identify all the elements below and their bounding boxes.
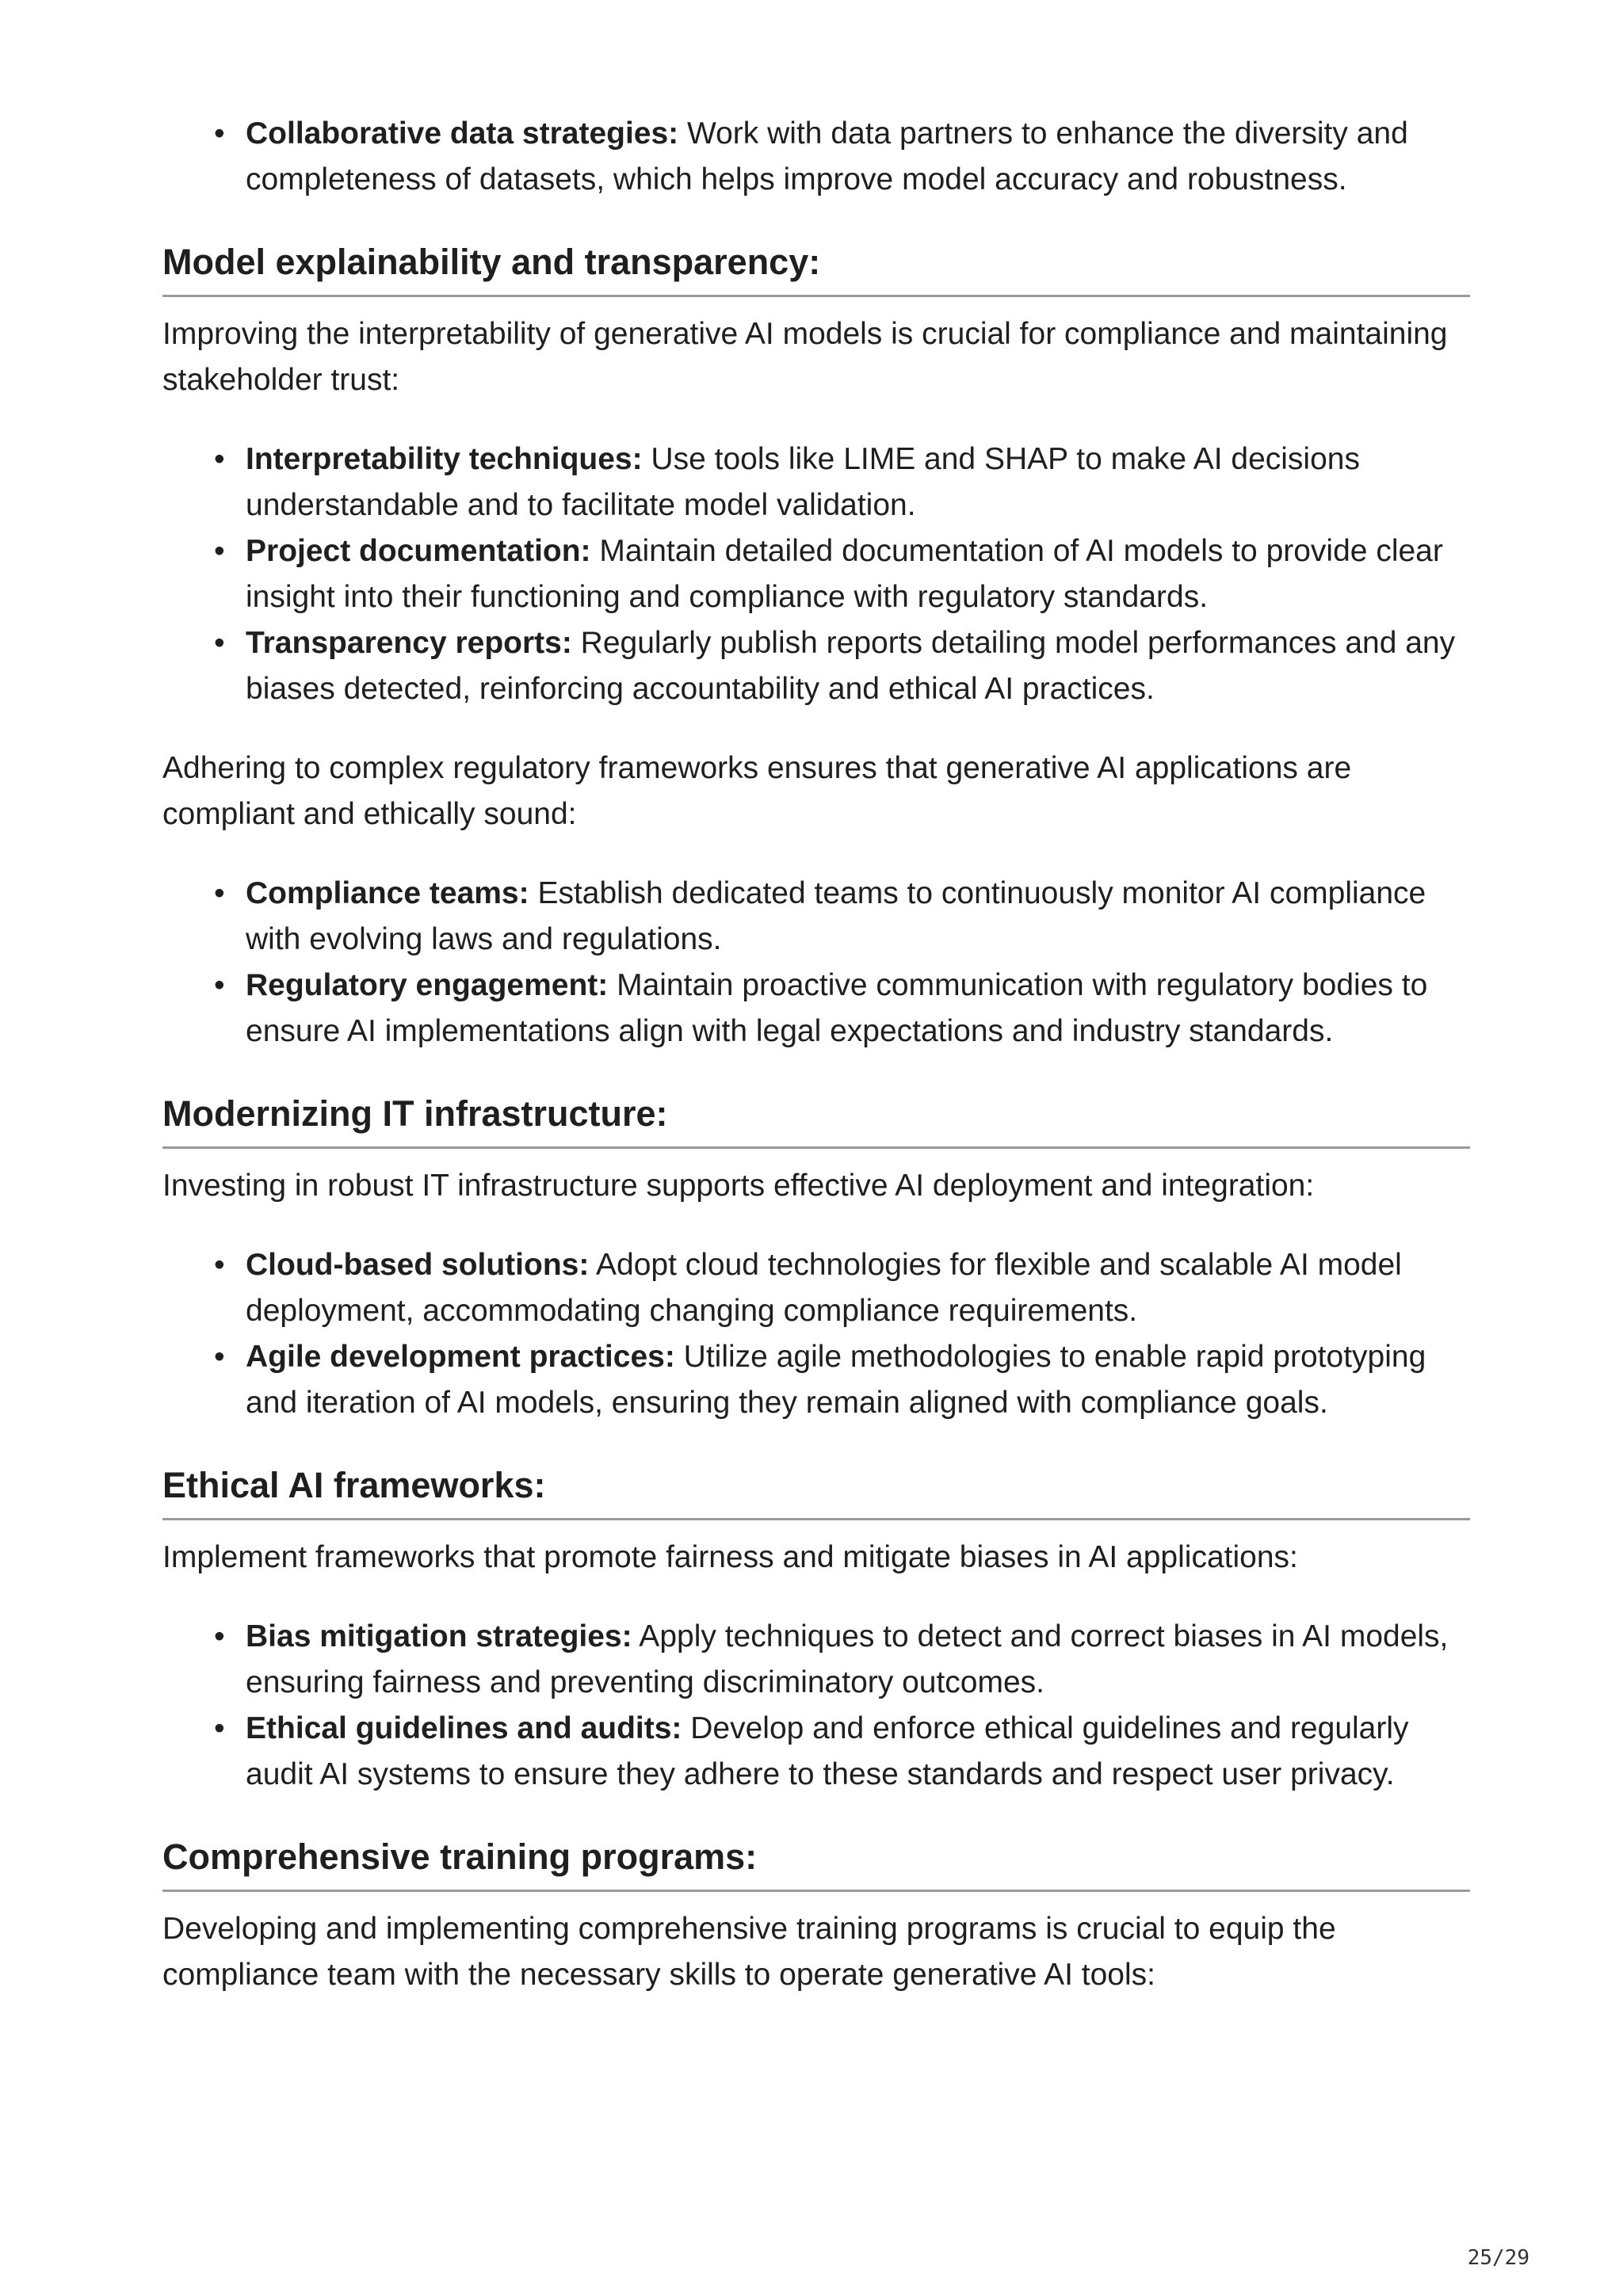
list-item-term: Agile development practices: bbox=[246, 1340, 675, 1374]
bullet-icon: • bbox=[214, 1340, 225, 1374]
bullet-icon: • bbox=[214, 1248, 225, 1282]
list-item bbox=[214, 1706, 1470, 1798]
section-intro: Developing and implementing comprehensive training programs is crucial to equip the compliance team with the necessary skills to operate generative AI tools: bbox=[162, 1912, 1336, 1992]
list-item bbox=[214, 1334, 1470, 1426]
bullet-icon: • bbox=[214, 626, 225, 660]
bullet-icon: • bbox=[214, 1619, 225, 1653]
list-item-term: Bias mitigation strategies: bbox=[246, 1619, 632, 1653]
bullet-icon: • bbox=[214, 1711, 225, 1745]
list-item bbox=[214, 111, 1470, 203]
list-item-text: Utilize agile methodologies to enable rapid prototyping and iteration of AI models, ensuring they remain aligned with compliance goals. bbox=[246, 1340, 1426, 1420]
section-heading-modernizing-it: Modernizing IT infrastructure: bbox=[162, 1088, 1470, 1149]
list-item bbox=[214, 1242, 1470, 1334]
section-intro: Investing in robust IT infrastructure supports effective AI deployment and integration: bbox=[162, 1169, 1315, 1203]
list-item bbox=[214, 871, 1470, 963]
list-item-term: Transparency reports: bbox=[246, 626, 572, 660]
bullet-list bbox=[162, 1614, 1470, 1798]
list-item-text: Use tools like LIME and SHAP to make AI decisions understandable and to facilitate model validation. bbox=[246, 442, 1360, 522]
list-item-term: Cloud-based solutions: bbox=[246, 1248, 590, 1282]
section-intro: Improving the interpretability of generative AI models is crucial for compliance and maintaining stakeholder trust: bbox=[162, 317, 1448, 397]
section-intro: Implement frameworks that promote fairness and mitigate biases in AI applications: bbox=[162, 1540, 1298, 1574]
list-item-term: Interpretability techniques: bbox=[246, 442, 643, 476]
list-item-text: Adopt cloud technologies for flexible and scalable AI model deployment, accommodating changing compliance requirements. bbox=[246, 1248, 1402, 1328]
list-item-term: Project documentation: bbox=[246, 534, 591, 568]
list-item bbox=[214, 528, 1470, 620]
bullet-icon: • bbox=[214, 116, 225, 151]
section-outro: Adhering to complex regulatory frameworks ensures that generative AI applications are compliant and ethically sound: bbox=[162, 751, 1352, 831]
list-item-term: Ethical guidelines and audits: bbox=[246, 1711, 682, 1745]
list-item-text: Establish dedicated teams to continuously monitor AI compliance with evolving laws and regulations. bbox=[246, 876, 1426, 956]
document-body bbox=[162, 111, 1470, 2031]
list-item bbox=[214, 963, 1470, 1055]
list-item-text: Apply techniques to detect and correct biases in AI models, ensuring fairness and preventing discriminatory outcomes. bbox=[246, 1619, 1449, 1699]
list-item-text: Develop and enforce ethical guidelines and regularly audit AI systems to ensure they adhere to these standards and respect user privacy. bbox=[246, 1711, 1409, 1791]
section-heading-ethical-ai: Ethical AI frameworks: bbox=[162, 1459, 1470, 1520]
list-item bbox=[214, 437, 1470, 528]
bullet-icon: • bbox=[214, 442, 225, 476]
section-heading-training-programs: Comprehensive training programs: bbox=[162, 1831, 1470, 1892]
bullet-icon: • bbox=[214, 534, 225, 568]
list-item-text: Maintain proactive communication with regulatory bodies to ensure AI implementations align with legal expectations and industry standards. bbox=[246, 968, 1428, 1048]
list-item-text: Work with data partners to enhance the diversity and completeness of datasets, which helps improve model accuracy and robustness. bbox=[246, 116, 1408, 196]
section-heading-model-explainability: Model explainability and transparency: bbox=[162, 236, 1470, 297]
page-number: 25/29 bbox=[1467, 2246, 1529, 2270]
bullet-icon: • bbox=[214, 876, 225, 910]
intro-bullet-list bbox=[162, 111, 1470, 203]
bullet-icon: • bbox=[214, 968, 225, 1002]
list-item bbox=[214, 1614, 1470, 1706]
list-item bbox=[214, 620, 1470, 712]
bullet-list bbox=[162, 437, 1470, 712]
list-item-text: Regularly publish reports detailing model performances and any biases detected, reinforcing accountability and ethical AI practices. bbox=[246, 626, 1456, 706]
list-item-term: Compliance teams: bbox=[246, 876, 529, 910]
bullet-list bbox=[162, 1242, 1470, 1426]
list-item-term: Regulatory engagement: bbox=[246, 968, 609, 1002]
bullet-list bbox=[162, 871, 1470, 1055]
list-item-text: Maintain detailed documentation of AI models to provide clear insight into their functioning and compliance with regulatory standards. bbox=[246, 534, 1443, 614]
list-item-term: Collaborative data strategies: bbox=[246, 116, 679, 151]
